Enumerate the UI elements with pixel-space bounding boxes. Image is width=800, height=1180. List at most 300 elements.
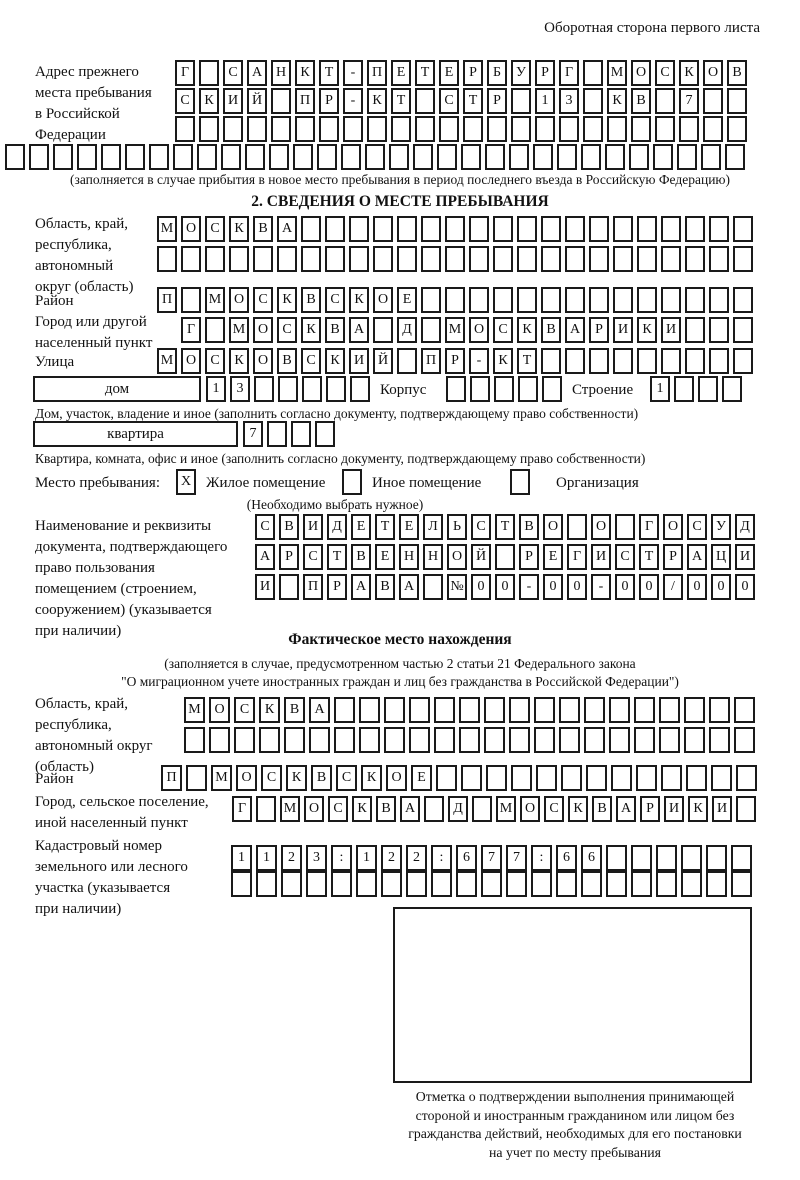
ulitsa-label: Улица [35,354,75,370]
char-cell [606,845,627,871]
char-cell [559,727,580,753]
char-cell [589,287,609,313]
char-cell: О [209,697,230,723]
char-cell [406,871,427,897]
char-cell [415,116,435,142]
char-cell: С [277,317,297,343]
char-cell: С [325,287,345,313]
ulitsa-row [157,348,757,374]
char-cell: И [349,348,369,374]
header-note: Оборотная сторона первого листа [544,20,760,36]
char-cell [485,144,505,170]
caption-line: Отметка о подтверждении выполнения принимающей [415,1089,735,1104]
char-cell: Б [487,60,507,86]
char-cell [541,287,561,313]
char-cell: Р [463,60,483,86]
char-cell: М [607,60,627,86]
dom-box-label: дом [104,380,130,397]
char-cell [589,216,609,242]
char-cell: О [181,348,201,374]
char-cell [334,727,355,753]
char-cell: Р [589,317,609,343]
char-cell [209,727,230,753]
char-cell: / [663,574,683,600]
char-cell [703,88,723,114]
char-cell [631,871,652,897]
char-cell: К [229,216,249,242]
char-cell: О [591,514,611,540]
char-cell [703,116,723,142]
char-cell: Т [463,88,483,114]
char-cell [173,144,193,170]
char-cell [279,574,299,600]
char-cell: А [565,317,585,343]
char-cell [256,871,277,897]
caption-line: стороной и иностранным гражданином или лицом без [415,1107,735,1123]
char-cell [565,216,585,242]
char-cell [384,697,405,723]
label-line: Город или другой [35,314,147,330]
char-cell: С [336,765,357,791]
char-cell: В [301,287,321,313]
char-cell [535,116,555,142]
char-cell: Г [175,60,195,86]
char-cell [653,144,673,170]
char-cell: В [253,216,273,242]
char-cell [586,765,607,791]
char-cell [589,246,609,272]
char-cell [559,697,580,723]
label-line: право пользования [35,560,155,576]
char-cell [534,697,555,723]
char-cell: С [655,60,675,86]
char-cell [701,144,721,170]
label-line: республика, [35,237,112,253]
char-cell: И [223,88,243,114]
char-cell: Р [535,60,555,86]
char-cell: - [519,574,539,600]
kvartira-box [33,421,238,447]
char-cell: В [592,796,612,822]
char-cell [284,727,305,753]
char-cell [409,697,430,723]
char-cell [197,144,217,170]
char-cell [469,246,489,272]
char-cell: Г [181,317,201,343]
char-cell: С [261,765,282,791]
char-cell [637,216,657,242]
char-cell [541,216,561,242]
char-cell [733,246,753,272]
char-cell: Й [373,348,393,374]
char-cell: Р [279,544,299,570]
char-cell: В [351,544,371,570]
char-cell: В [376,796,396,822]
char-cell [291,421,311,447]
char-cell [445,287,465,313]
char-cell [456,871,477,897]
char-cell: 0 [543,574,563,600]
char-cell [607,116,627,142]
kvartira-caption: Квартира, комната, офис и иное (заполнить согласно документу, подтверждающему право собственности) [35,451,646,466]
char-cell: С [544,796,564,822]
kvartira-box-label: квартира [107,425,164,442]
char-cell [511,765,532,791]
label-line: земельного или лесного [35,859,188,875]
char-cell [309,727,330,753]
char-cell [684,697,705,723]
char-cell: Р [519,544,539,570]
char-cell [484,697,505,723]
char-cell: О [373,287,393,313]
char-cell [181,246,201,272]
char-cell [334,697,355,723]
char-cell: - [591,574,611,600]
char-cell [734,727,755,753]
char-cell: В [279,514,299,540]
char-cell: В [727,60,747,86]
char-cell: - [343,88,363,114]
char-cell [661,216,681,242]
char-cell: Р [487,88,507,114]
char-cell [506,871,527,897]
char-cell: Т [639,544,659,570]
char-cell [293,144,313,170]
char-cell [421,287,441,313]
stamp-area [393,907,752,1083]
char-cell: Н [271,60,291,86]
char-cell: К [259,697,280,723]
label-line: при наличии) [35,901,122,917]
dom-cells [206,376,374,402]
label-line: документа, подтверждающего [35,539,228,555]
char-cell: 2 [281,845,302,871]
char-cell: С [303,544,323,570]
char-cell [461,765,482,791]
char-cell [149,144,169,170]
oblast-row-1 [157,216,757,242]
char-cell: А [687,544,707,570]
char-cell [359,727,380,753]
char-cell: Т [375,514,395,540]
char-cell: Д [327,514,347,540]
checkbox-zhiloe: X [176,469,196,495]
char-cell [469,216,489,242]
char-cell [278,376,298,402]
char-cell [436,765,457,791]
char-cell: 3 [559,88,579,114]
factual-oblast-row-1 [184,697,759,723]
char-cell [511,116,531,142]
char-cell: О [181,216,201,242]
char-cell: В [284,697,305,723]
char-cell [584,727,605,753]
char-cell [583,60,603,86]
char-cell: И [661,317,681,343]
char-cell [536,765,557,791]
char-cell: О [543,514,563,540]
char-cell [341,144,361,170]
label-line: сооружением) (указывается [35,602,212,618]
char-cell: К [361,765,382,791]
char-cell [631,116,651,142]
char-cell: С [471,514,491,540]
option-org-label: Организация [556,475,639,491]
char-cell [231,871,252,897]
char-cell [424,796,444,822]
char-cell [615,514,635,540]
char-cell [631,845,652,871]
char-cell [567,514,587,540]
char-cell: М [157,216,177,242]
char-cell [259,727,280,753]
char-cell [681,871,702,897]
label-line: Наименование и реквизиты [35,518,212,534]
char-cell: С [205,216,225,242]
char-cell [541,246,561,272]
char-cell: 0 [615,574,635,600]
char-cell: А [255,544,275,570]
char-cell: К [637,317,657,343]
char-cell [736,765,757,791]
char-cell: Р [445,348,465,374]
char-cell: П [161,765,182,791]
char-cell: У [511,60,531,86]
char-cell: Д [735,514,755,540]
char-cell: М [229,317,249,343]
char-cell: П [303,574,323,600]
char-cell [421,246,441,272]
char-cell [685,216,705,242]
char-cell: Т [517,348,537,374]
char-cell: К [352,796,372,822]
factual-note [0,655,800,691]
char-cell: К [517,317,537,343]
char-cell [734,697,755,723]
char-cell [509,697,530,723]
label-line: республика, [35,717,112,733]
char-cell: О [447,544,467,570]
char-cell: К [277,287,297,313]
char-cell: : [331,845,352,871]
char-cell [459,727,480,753]
char-cell [199,60,219,86]
char-cell [186,765,207,791]
char-cell [611,765,632,791]
char-cell [709,697,730,723]
char-cell [493,216,513,242]
char-cell [381,871,402,897]
factual-oblast-label [35,694,153,778]
factual-title: Фактическое место нахождения [288,631,512,648]
char-cell: 6 [556,845,577,871]
char-cell [556,871,577,897]
label-line: Кадастровый номер [35,838,162,854]
char-cell [431,871,452,897]
char-cell [493,246,513,272]
char-cell [609,727,630,753]
char-cell: 7 [243,421,263,447]
char-cell [709,348,729,374]
caption-line: гражданства действий, необходимых для его постановки [408,1126,742,1141]
char-cell [709,216,729,242]
label-line: места пребывания [35,85,152,101]
char-cell [613,287,633,313]
char-cell [583,116,603,142]
char-cell: И [591,544,611,570]
char-cell [637,287,657,313]
char-cell [229,246,249,272]
char-cell: У [711,514,731,540]
label-line: участка (указывается [35,880,171,896]
char-cell [533,144,553,170]
prev-address-row-1 [175,60,751,86]
char-cell [125,144,145,170]
char-cell [301,216,321,242]
kadastr-row-2 [231,871,756,897]
char-cell [434,727,455,753]
char-cell: Р [640,796,660,822]
char-cell: Т [415,60,435,86]
char-cell [29,144,49,170]
char-cell: Е [375,544,395,570]
char-cell [445,216,465,242]
char-cell: 7 [679,88,699,114]
option-inoe-label: Иное помещение [372,475,482,491]
dom-caption: Дом, участок, владение и иное (заполнить согласно документу, подтверждающему право собственности) [35,406,639,421]
stroenie-cells [650,376,746,402]
char-cell [733,287,753,313]
char-cell: С [255,514,275,540]
label-line: автономный [35,258,114,274]
char-cell [531,871,552,897]
char-cell [509,727,530,753]
char-cell [157,246,177,272]
char-cell: С [301,348,321,374]
char-cell [271,116,291,142]
char-cell [711,765,732,791]
char-cell [277,246,297,272]
char-cell [706,845,727,871]
char-cell [437,144,457,170]
char-cell: Т [495,514,515,540]
char-cell [421,317,441,343]
char-cell [221,144,241,170]
char-cell [589,348,609,374]
char-cell: А [399,574,419,600]
char-cell: С [223,60,243,86]
factual-raion-label: Район [35,771,74,787]
char-cell: К [286,765,307,791]
char-cell [731,871,752,897]
char-cell [542,376,562,402]
char-cell [295,116,315,142]
char-cell: П [421,348,441,374]
char-cell [256,796,276,822]
char-cell: М [280,796,300,822]
prev-address-caption: (заполняется в случае прибытия в новое место пребывания в период последнего въезда в Российскую Федерацию) [69,172,731,187]
char-cell: И [712,796,732,822]
char-cell: М [157,348,177,374]
char-cell: М [211,765,232,791]
doc-usage-row-1 [255,514,759,540]
dom-box [33,376,201,402]
char-cell: А [351,574,371,600]
char-cell [269,144,289,170]
char-cell: О [469,317,489,343]
char-cell: Г [567,544,587,570]
char-cell [397,216,417,242]
char-cell [349,216,369,242]
char-cell [685,287,705,313]
char-cell: № [447,574,467,600]
char-cell [184,727,205,753]
prev-address-row-4 [5,144,749,170]
char-cell [636,765,657,791]
char-cell [659,727,680,753]
char-cell: О [631,60,651,86]
factual-oblast-row-2 [184,727,759,753]
char-cell [613,348,633,374]
label-line: Адрес прежнего [35,64,139,80]
char-cell: К [688,796,708,822]
char-cell [484,727,505,753]
char-cell: В [519,514,539,540]
char-cell: В [277,348,297,374]
char-cell [517,216,537,242]
char-cell [205,317,225,343]
char-cell [709,317,729,343]
char-cell [727,88,747,114]
char-cell [637,246,657,272]
factual-raion-row [161,765,761,791]
char-cell: Е [351,514,371,540]
char-cell [331,871,352,897]
char-cell [181,287,201,313]
char-cell [472,796,492,822]
char-cell: 6 [456,845,477,871]
char-cell [234,727,255,753]
char-cell [302,376,322,402]
label-line: (область) [35,759,94,775]
label-line: в Российской [35,106,120,122]
char-cell [685,348,705,374]
char-cell: 1 [650,376,670,402]
char-cell [175,116,195,142]
char-cell: 1 [356,845,377,871]
char-cell [613,246,633,272]
char-cell: С [205,348,225,374]
char-cell: К [295,60,315,86]
char-cell [613,216,633,242]
oblast-row-2 [157,246,757,272]
option-zhiloe-label: Жилое помещение [206,475,326,491]
char-cell: 3 [230,376,250,402]
checkbox-inoe [342,469,362,495]
checkbox-org [510,469,530,495]
char-cell [461,144,481,170]
char-cell: В [631,88,651,114]
kadastr-label [35,836,188,920]
char-cell: К [568,796,588,822]
char-cell [733,317,753,343]
char-cell: О [386,765,407,791]
char-cell [445,246,465,272]
char-cell: 0 [711,574,731,600]
char-cell [434,697,455,723]
char-cell: И [735,544,755,570]
char-cell: С [328,796,348,822]
